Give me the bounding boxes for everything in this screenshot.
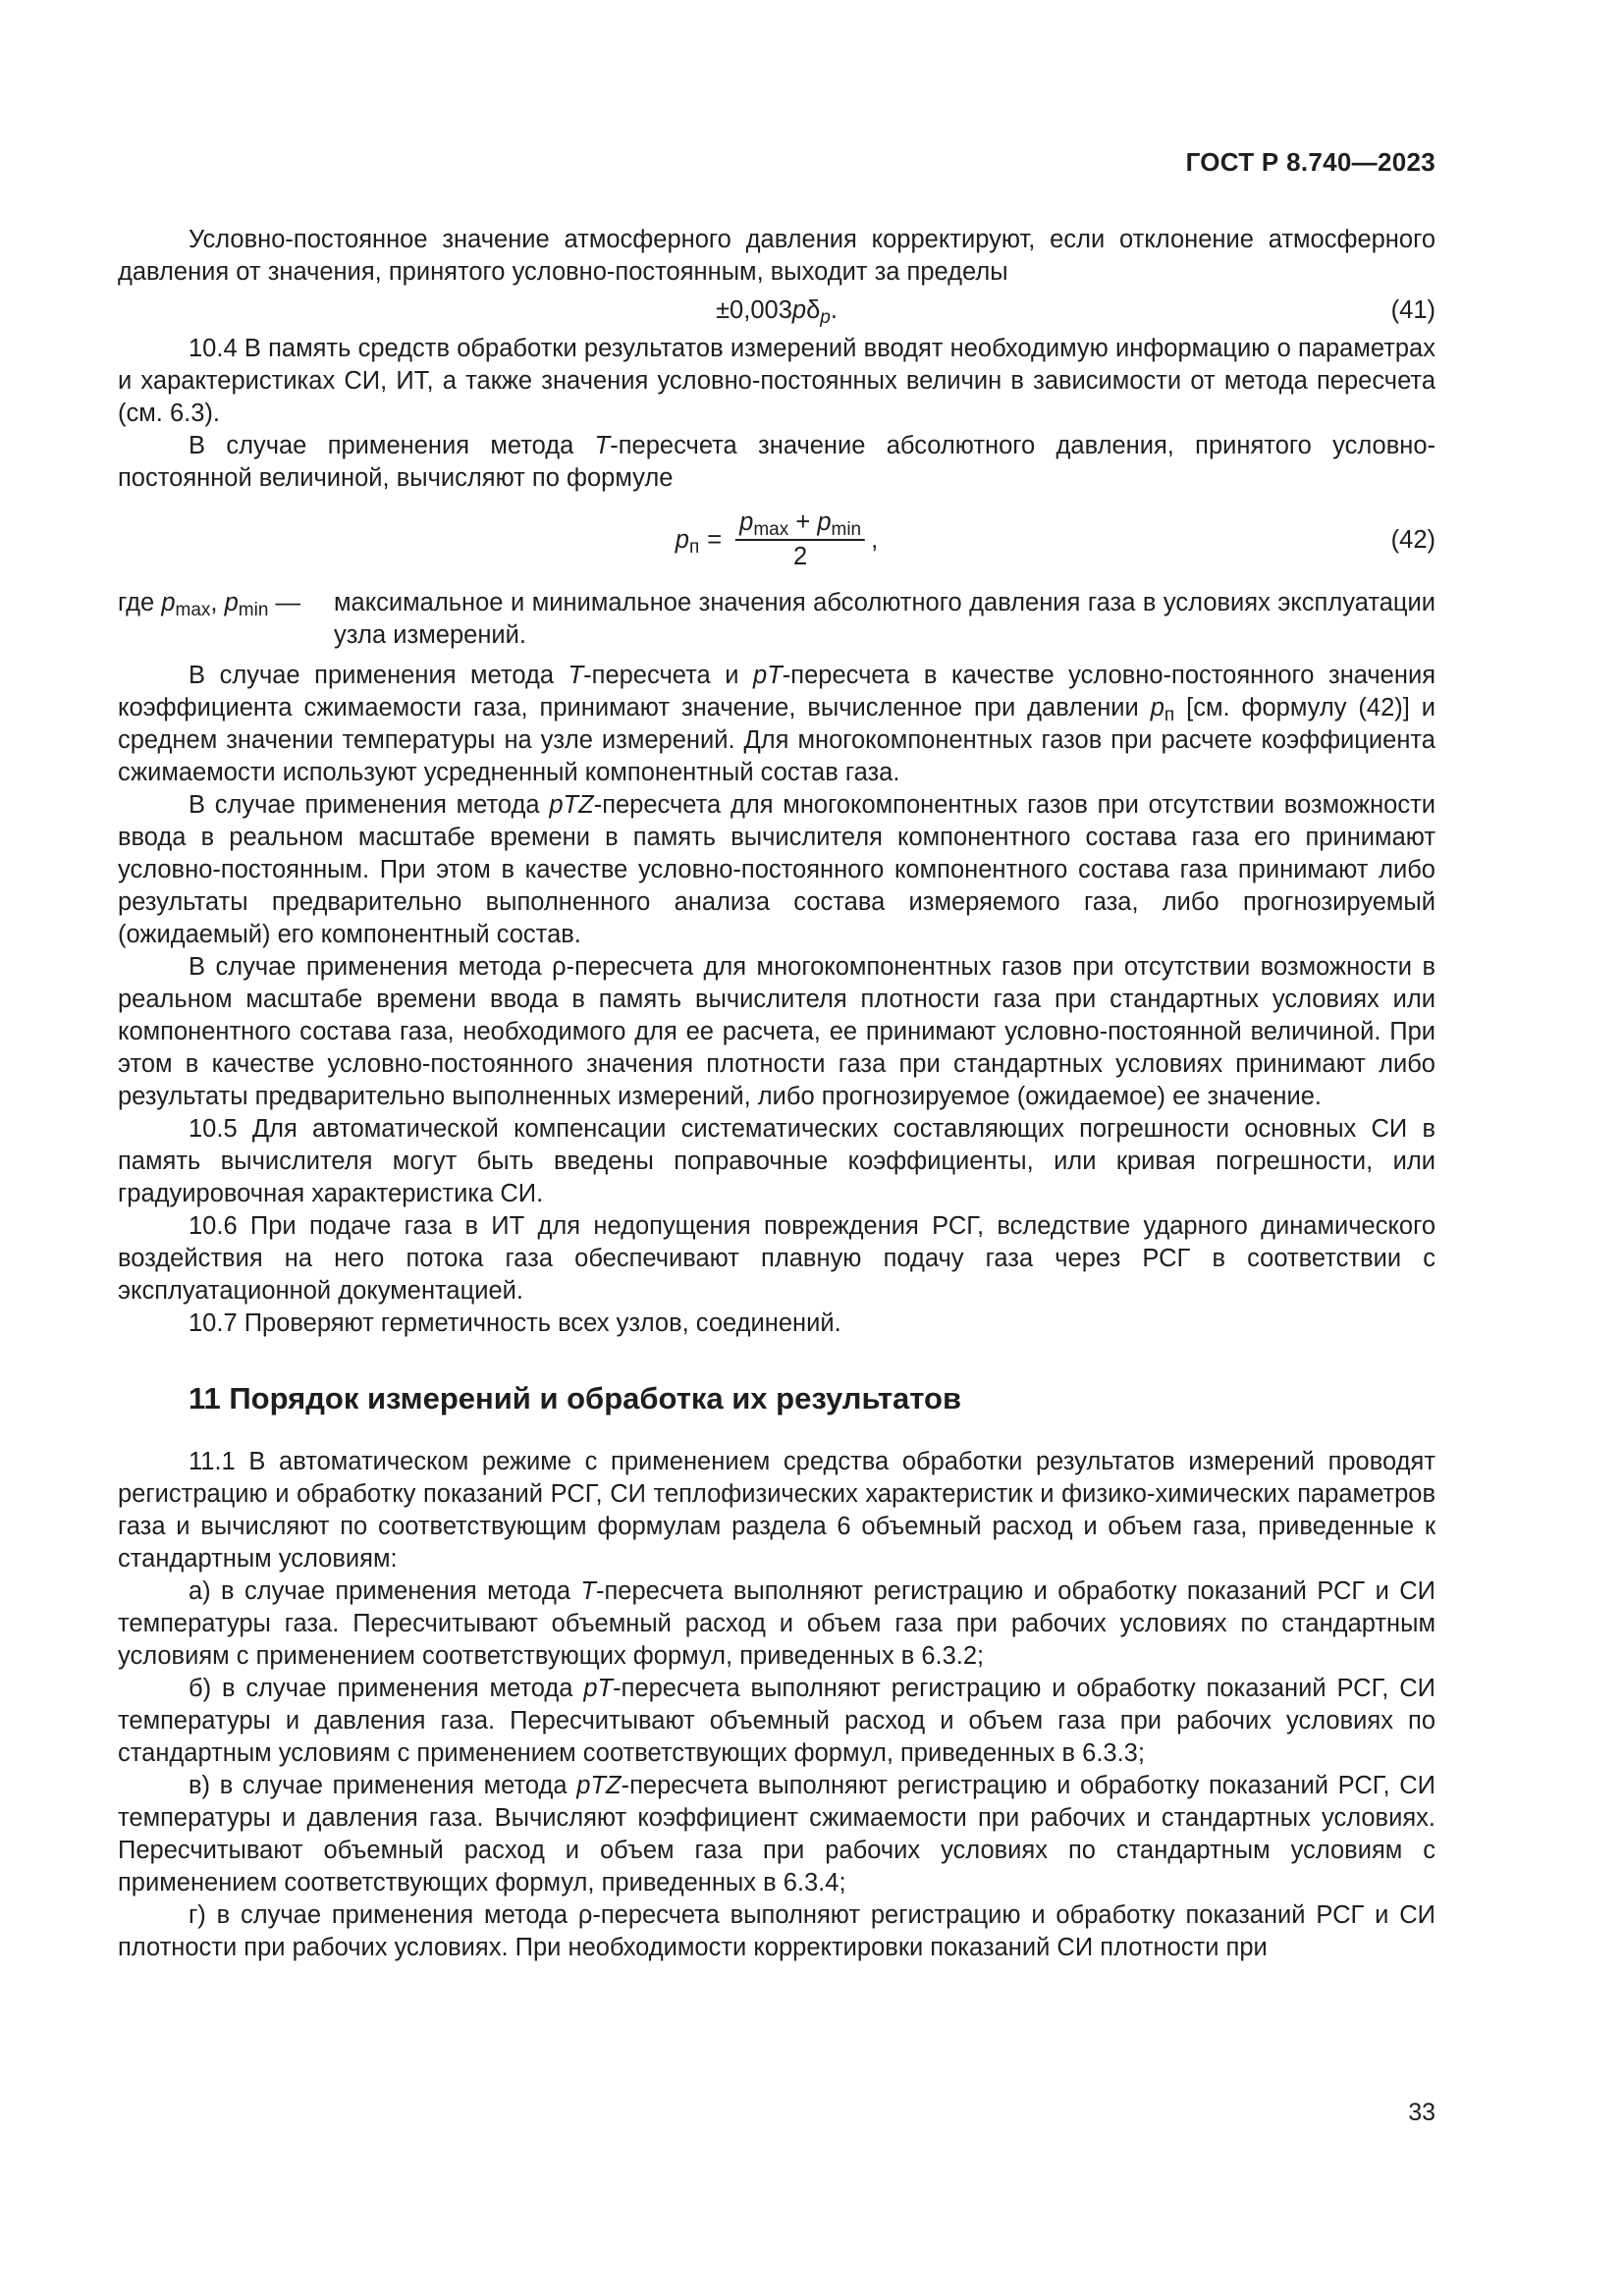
list-item-d: г) в случае применения метода ρ-пересчета выполняют регистрацию и обработку показаний РСГ и СИ плотности при рабочих условиях. При необходимости корректировки показаний СИ плотности при [118, 1901, 1435, 1961]
fraction-numerator: $p_{max} + p_{min}$ [735, 507, 865, 541]
formula-42-body: $p_п$ = $\frac{p_{max} + p_{min}}{2}$ , [675, 508, 879, 570]
paragraph-10-6: 10.6 При подаче газа в ИТ для недопущения повреждения РСГ, вследствие ударного динамического воздействия на него потока газа обеспечивают плавную подачу газа через РСГ в соответствии с эксплуатационной документацией. [118, 1212, 1435, 1305]
list-item-b: б) в случае применения метода pT-пересчета выполняют регистрацию и обработку показаний РСГ, СИ температуры и давления газа. Пересчитывают объемный расход и объем газа при рабочих условиях по стандартным условиям с применением соответствующих формул, приведенных в 6.3.3; [118, 1675, 1436, 1767]
paragraph-11-1: 11.1 В автоматическом режиме с применением средства обработки результатов измерений проводят регистрацию и обработку показаний РСГ, СИ теплофизических характеристик и физико-химических параметров газа и вычисляют по соответствующим формулам раздела 6 объемный расход и объем газа, приведенные к стандартным условиям: [118, 1448, 1435, 1573]
paragraph-10-7: 10.7 Проверяют герметичность всех узлов, соединений. [189, 1309, 841, 1337]
paragraph-compressibility: В случае применения метода T-пересчета и pT-пересчета в качестве условно-постоянного значения коэффициента сжимаемости газа, принимают значение, вычисленное при давлении $p_п$ [см. формулу (42)] и среднем значении температуры на узле измерений. Для многокомпонентных газов при расчете коэффициента сжимаемости используют усредненный компонентный состав газа. [118, 662, 1435, 786]
list-item-a: а) в случае применения метода T-пересчета выполняют регистрацию и обработку показаний РСГ и СИ температуры газа. Пересчитывают объемный расход и объем газа при рабочих условиях по стандартным условиям с применением соответствующих формул, приведенных в 6.3.2; [118, 1577, 1435, 1670]
fraction-denominator: 2 [793, 543, 808, 570]
where-clause [118, 587, 1435, 652]
paragraph-rho-recalc: В случае применения метода ρ-пересчета для многокомпонентных газов при отсутствии возможности в реальном масштабе времени ввода в память вычислителя плотности газа при стандартных условиях или компонентного состава газа, необходимого для ее расчета, ее принимают условно-постоянной величиной. При этом в качестве условно-постоянного значения плотности газа при стандартных условиях принимают либо результаты предварительно выполненных измерений, либо прогнозируемое (ожидаемое) ее значение. [118, 953, 1435, 1110]
paragraph-10-4: 10.4 В память средств обработки результатов измерений вводят необходимую информацию о параметрах и характеристиках СИ, ИТ, а также значения условно-постоянных величин в зависимости от метода пересчета (см. 6.3). [118, 335, 1435, 427]
formula-42-fraction [735, 507, 865, 572]
formula-41 [118, 294, 1435, 327]
paragraph-10-5: 10.5 Для автоматической компенсации систематических составляющих погрешности основных СИ в память вычислителя могут быть введены поправочные коэффициенты, или кривая погрешности, или градуировочная характеристика СИ. [118, 1115, 1435, 1207]
list-item-c: в) в случае применения метода pTZ-пересчета выполняют регистрацию и обработку показаний РСГ, СИ температуры и давления газа. Вычисляют коэффициент сжимаемости при рабочих и стандартных условиях. Пересчитывают объемный расход и объем газа при рабочих условиях по стандартным условиям с применением соответствующих формул, приведенных в 6.3.4; [118, 1772, 1436, 1896]
paragraph-t-recalc: В случае применения метода T-пересчета значение абсолютного давления, принятого условно-постоянной величиной, вычисляют по формуле [118, 432, 1435, 492]
document-id-header: ГОСТ Р 8.740—2023 [1185, 147, 1435, 177]
formula-42-number: (42) [1390, 526, 1435, 554]
paragraph-ptz-recalc: В случае применения метода pTZ-пересчета для многокомпонентных газов при отсутствии возможности ввода в реальном масштабе времени в память вычислителя компонентного состава газа его принимают условно-постоянным. При этом в качестве условно-постоянного компонентного состава газа принимают либо результаты предварительно выполненного анализа состава измеряемого газа, либо прогнозируемый (ожидаемый) его компонентный состав. [118, 791, 1436, 948]
where-description: максимальное и минимальное значения абсолютного давления газа в условиях эксплуатации узла измерений. [334, 589, 1435, 649]
page-body [118, 224, 1435, 1964]
formula-41-number: (41) [1390, 296, 1435, 324]
paragraph-atmospheric: Условно-постоянное значение атмосферного давления корректируют, если отклонение атмосферного давления от значения, принятого условно-постоянным, выходит за пределы [118, 226, 1435, 286]
formula-42 [118, 505, 1435, 575]
page-number: 33 [1408, 2099, 1435, 2126]
section-title-11: 11 Порядок измерений и обработка их результатов [189, 1381, 962, 1415]
formula-41-body: $\pm 0,003p\delta_p$. [716, 296, 838, 328]
where-label: где $p_{max}$, $p_{min}$ — [118, 589, 300, 620]
